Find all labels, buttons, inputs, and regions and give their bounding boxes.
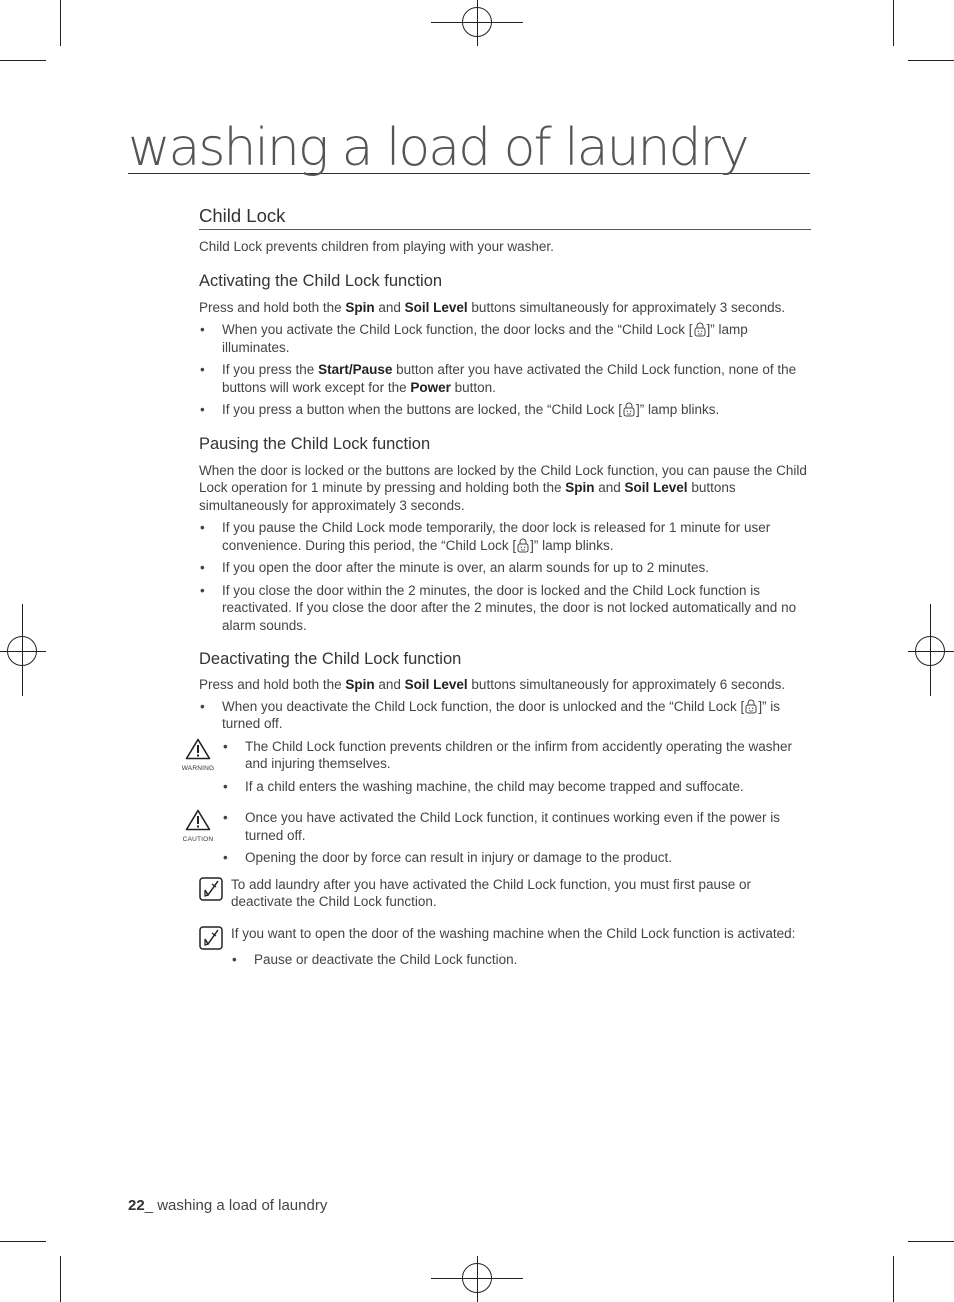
page-footer <box>128 1197 327 1214</box>
activating-bullets <box>199 321 811 419</box>
caution-notice <box>182 809 811 867</box>
section-intro: Child Lock prevents children from playing with your washer. <box>199 239 554 254</box>
note-2-bullets <box>231 951 811 969</box>
caution-bullets <box>222 809 811 867</box>
pausing-paragraph: When the door is locked or the buttons are locked by the Child Lock function, you can pause the Child Lock operation for 1 minute by pressing and holding both the Spin and Soil Level buttons simultaneously for approximately 3 seconds. <box>199 462 807 513</box>
warning-bullets <box>222 738 811 796</box>
deactivating-bullets <box>199 698 811 733</box>
list-item: • If you press the Start/Pause button after you have activated the Child Lock function, none of the buttons will work except for the Power button. <box>199 361 811 396</box>
note-1 <box>199 876 811 911</box>
pausing-bullets <box>199 519 811 634</box>
deactivating-title: Deactivating the Child Lock function <box>199 650 462 668</box>
warning-label: WARNING <box>181 764 215 772</box>
note-2 <box>199 925 811 969</box>
child-lock-icon <box>517 538 529 553</box>
warning-notice <box>181 738 811 796</box>
footer-separator: _ <box>144 1197 158 1214</box>
section-title: Child Lock <box>199 205 811 230</box>
content <box>181 205 811 969</box>
pausing-title: Pausing the Child Lock function <box>199 434 431 453</box>
page-number: 22 <box>128 1197 145 1214</box>
note-pencil-icon <box>199 926 223 950</box>
child-lock-icon <box>694 322 706 337</box>
caution-label: CAUTION <box>182 836 214 843</box>
list-item: • When you activate the Child Lock function, the door locks and the “Child Lock [ ]” lamp illuminates. <box>199 321 811 356</box>
note-2-text: If you want to open the door of the washing machine when the Child Lock function is activated: <box>231 925 796 941</box>
list-item: • If you pause the Child Lock mode temporarily, the door lock is released for 1 minute for user convenience. During this period, the “Child Lock [ ]” lamp blinks. <box>199 519 811 554</box>
note-pencil-icon <box>199 877 223 901</box>
list-item: • Once you have activated the Child Lock function, it continues working even if the power is turned off. <box>222 809 811 844</box>
list-item: • If you close the door within the 2 minutes, the door is locked and the Child Lock function is reactivated. If you close the door after the 2 minutes, the door is not locked automatically and no alarm sounds. <box>199 582 811 635</box>
list-item: • Opening the door by force can result in injury or damage to the product. <box>222 849 811 867</box>
note-1-text: To add laundry after you have activated the Child Lock function, you must first pause or deactivate the Child Lock function. <box>231 876 752 909</box>
list-item: • If you press a button when the buttons are locked, the “Child Lock [ ]” lamp blinks. <box>199 401 811 419</box>
warning-triangle-icon <box>178 738 218 772</box>
activating-title: Activating the Child Lock function <box>199 271 443 290</box>
child-lock-icon <box>623 402 635 417</box>
deactivating-paragraph: Press and hold both the Spin and Soil Level buttons simultaneously for approximately 6 seconds. <box>199 677 786 692</box>
caution-triangle-icon <box>178 809 218 843</box>
list-item: • Pause or deactivate the Child Lock function. <box>231 951 811 969</box>
list-item: • When you deactivate the Child Lock function, the door is unlocked and the “Child Lock [ ]” is turned off. <box>199 698 811 733</box>
list-item: • If you open the door after the minute is over, an alarm sounds for up to 2 minutes. <box>199 559 811 577</box>
activating-paragraph: Press and hold both the Spin and Soil Level buttons simultaneously for approximately 3 seconds. <box>199 299 786 315</box>
chapter-title: washing a load of laundry <box>128 122 810 174</box>
list-item: • The Child Lock function prevents children or the infirm from accidently operating the washer and injuring themselves. <box>222 738 811 773</box>
footer-title: washing a load of laundry <box>157 1197 328 1214</box>
child-lock-icon <box>745 699 757 714</box>
list-item: • If a child enters the washing machine, the child may become trapped and suffocate. <box>222 778 811 796</box>
